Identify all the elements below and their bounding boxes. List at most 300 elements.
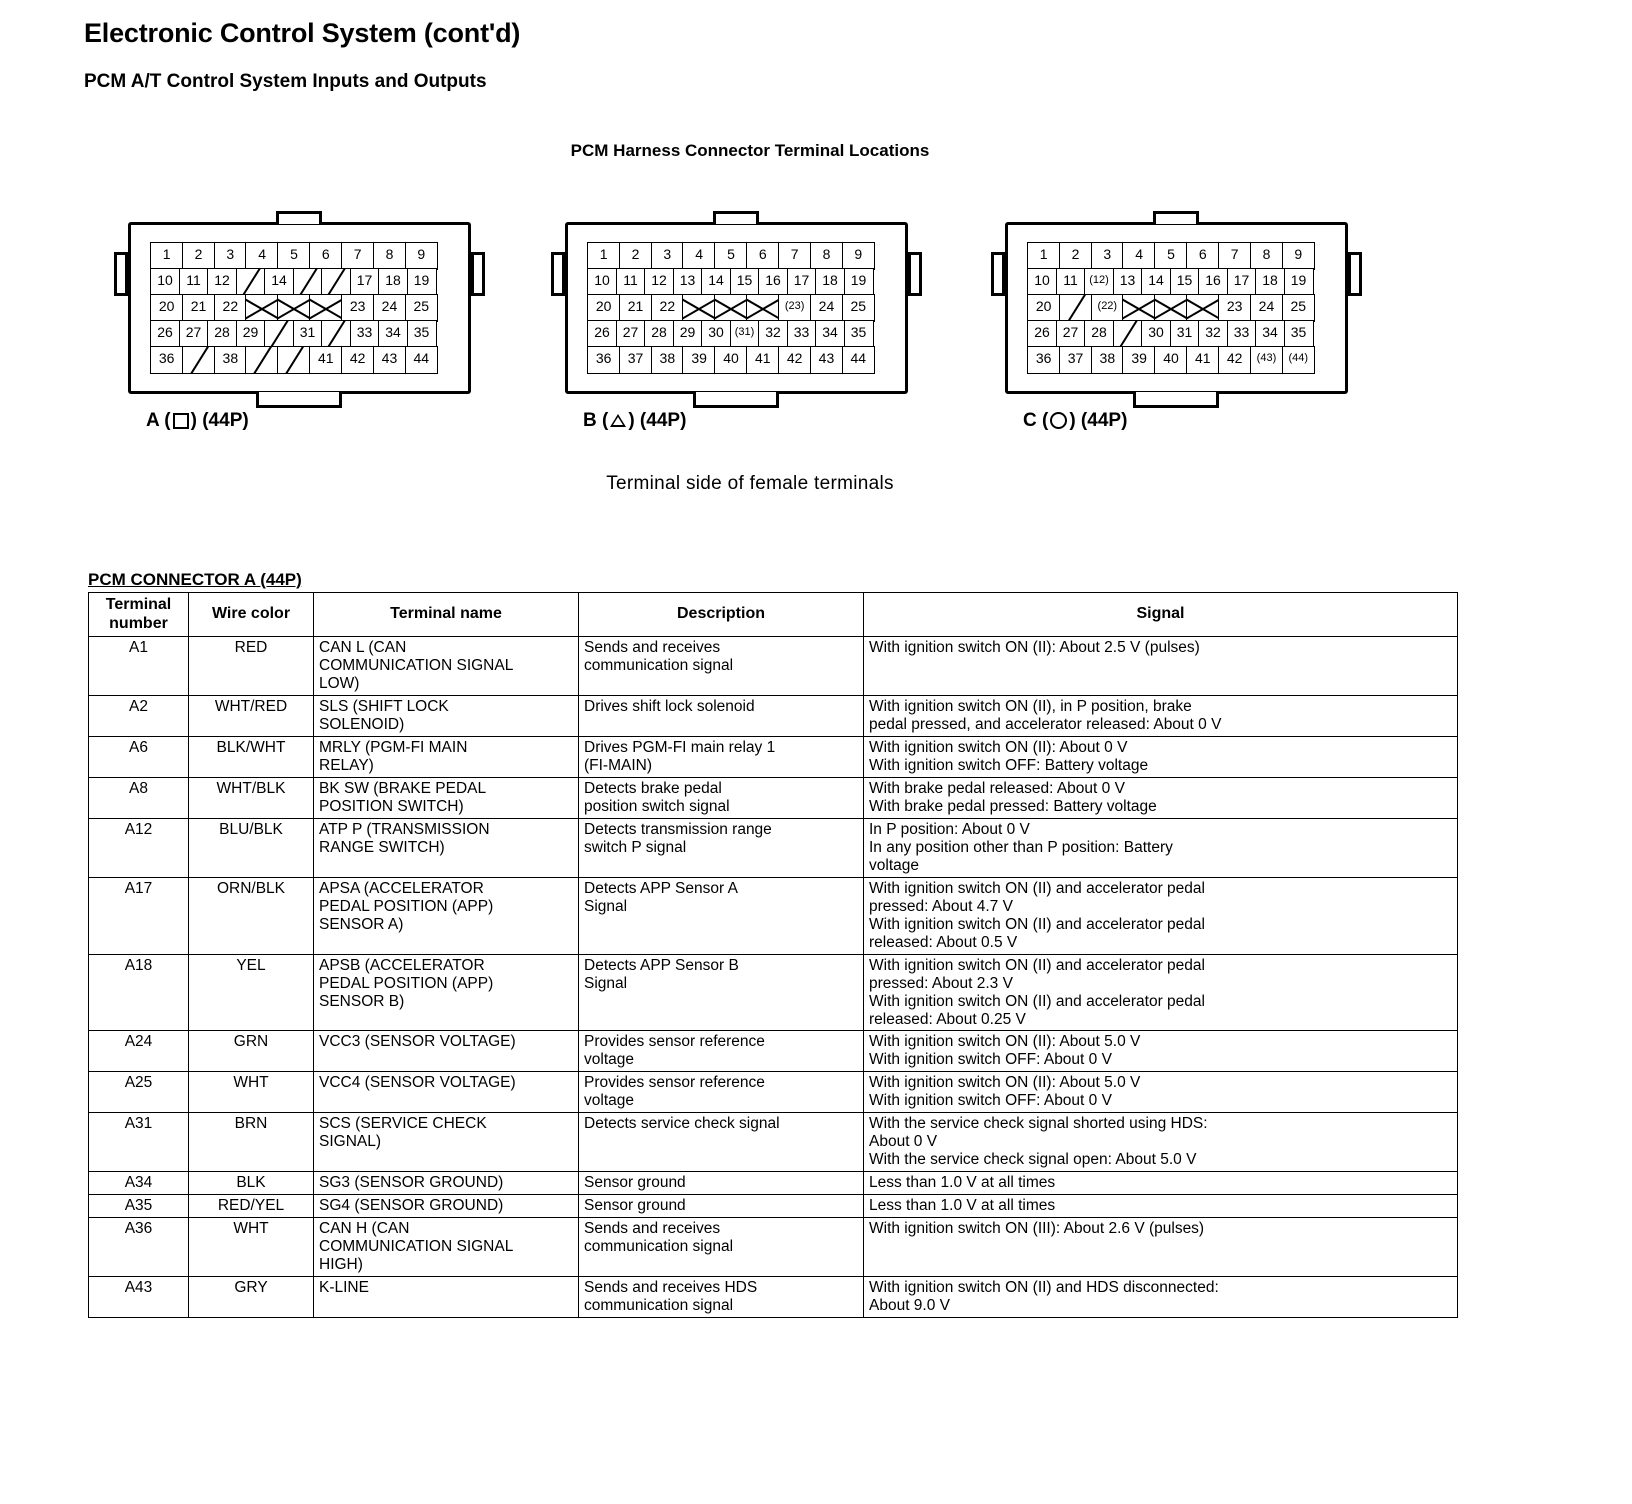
terminal-cell-4: 4 <box>682 242 715 270</box>
terminal-cell-43: 43 <box>810 346 843 374</box>
terminal-cell-33: 33 <box>1227 320 1257 348</box>
terminal-cell-40: 40 <box>1154 346 1187 374</box>
description-cell <box>579 1172 864 1195</box>
signal-cell <box>864 1072 1458 1113</box>
terminal-cell-7: 7 <box>1218 242 1251 270</box>
wire-color-cell: BLK <box>189 1172 314 1195</box>
terminal-cell-34: 34 <box>815 320 845 348</box>
terminal-cell-24: 24 <box>1250 294 1283 322</box>
terminal-cell-3: 3 <box>1091 242 1124 270</box>
terminal-cell-26: 26 <box>150 320 180 348</box>
terminal-cell-13: 13 <box>673 268 703 296</box>
terminal-cell-9: 9 <box>1282 242 1315 270</box>
terminal-number-cell: A6 <box>89 736 189 777</box>
cell-text-line: Provides sensor reference <box>584 1074 765 1092</box>
terminal-cell-4: 4 <box>245 242 278 270</box>
terminal-cell-22: 22 <box>214 294 247 322</box>
terminal-cell-29: 29 <box>236 320 266 348</box>
cell-text-line: With ignition switch ON (II), in P position, brake <box>869 698 1192 715</box>
connector-label-b <box>583 410 686 432</box>
terminal-cell-7: 7 <box>341 242 374 270</box>
cell-text-line: Less than 1.0 V at all times <box>869 1174 1056 1192</box>
table-column-header-1 <box>89 593 189 637</box>
connector-latch <box>471 252 485 296</box>
connector-label-prefix: C ( <box>1023 410 1049 431</box>
cell-text-line: With ignition switch ON (II) and accelerator pedal <box>869 956 1205 974</box>
connector-label-prefix: B ( <box>583 410 609 431</box>
terminal-cell-17: 17 <box>1227 268 1257 296</box>
description-cell <box>579 1195 864 1218</box>
connector-bottom-tab <box>693 392 779 408</box>
cell-text-line: With ignition switch OFF: About 0 V <box>869 1092 1112 1110</box>
terminal-cell-44: (44) <box>1282 346 1315 374</box>
signal-cell <box>864 777 1458 818</box>
signal-cell <box>864 1172 1458 1195</box>
cell-text-line: SOLENOID) <box>319 715 405 733</box>
signal-cell <box>864 954 1458 1031</box>
table-title: PCM CONNECTOR A (44P) <box>88 570 302 589</box>
terminal-cell-43: 43 <box>373 346 406 374</box>
wire-color-cell: ORN/BLK <box>189 877 314 954</box>
terminal-cell-8: 8 <box>373 242 406 270</box>
connector-label-prefix: A ( <box>146 410 171 431</box>
terminal-cell-2: 2 <box>182 242 215 270</box>
cell-text-line: With ignition switch ON (II) and HDS disconnected: <box>869 1279 1219 1297</box>
terminal-cell-8: 8 <box>1250 242 1283 270</box>
terminal-cell-22: (22) <box>1091 294 1124 322</box>
cell-text-line: With ignition switch OFF: About 0 V <box>869 1051 1112 1069</box>
wire-color-cell: YEL <box>189 954 314 1031</box>
terminal-number-cell: A18 <box>89 954 189 1031</box>
terminal-cell-31: 31 <box>293 320 323 348</box>
terminal-cell-9: 9 <box>842 242 875 270</box>
cell-text-line: With the service check signal shorted using HDS: <box>869 1115 1208 1133</box>
terminal-name-cell <box>314 1072 579 1113</box>
terminal-row <box>150 268 450 294</box>
cell-text-line: Provides sensor reference <box>584 1033 765 1051</box>
terminal-cell-7: 7 <box>778 242 811 270</box>
table-row <box>89 1218 1458 1277</box>
terminal-cell-35: 35 <box>1284 320 1314 348</box>
cell-text-line: PEDAL POSITION (APP) <box>319 897 494 915</box>
cell-text-line: In any position other than P position: Battery <box>869 838 1173 856</box>
triangle-icon <box>610 414 626 427</box>
terminal-cell-blank <box>182 346 215 374</box>
cell-text-line: voltage <box>584 1051 634 1069</box>
cell-text-line: BK SW (BRAKE PEDAL <box>319 779 487 797</box>
cell-text-line: In P position: About 0 V <box>869 820 1030 838</box>
wire-color-cell: GRN <box>189 1031 314 1072</box>
cell-text-line: APSB (ACCELERATOR <box>319 956 485 974</box>
connector-label-suffix: ) (44P) <box>1069 410 1128 431</box>
terminal-row <box>1027 294 1327 320</box>
description-cell <box>579 1031 864 1072</box>
description-cell <box>579 1277 864 1318</box>
terminal-name-cell <box>314 1172 579 1195</box>
terminal-cell-blank <box>277 294 310 322</box>
description-cell <box>579 637 864 696</box>
connector-bottom-tab <box>1133 392 1219 408</box>
terminal-cell-15: 15 <box>730 268 760 296</box>
cell-text-line: With the service check signal open: About 5.0 V <box>869 1151 1197 1169</box>
cell-text-line: With ignition switch ON (II): About 5.0 V <box>869 1074 1141 1092</box>
signal-cell <box>864 1218 1458 1277</box>
cell-text-line: Detects APP Sensor A <box>584 879 738 897</box>
table-row <box>89 818 1458 877</box>
terminal-cell-blank <box>714 294 747 322</box>
cell-text-line: With ignition switch ON (II): About 0 V <box>869 738 1128 756</box>
terminal-name-cell <box>314 1277 579 1318</box>
terminal-number-cell: A1 <box>89 637 189 696</box>
terminal-cell-24: 24 <box>373 294 406 322</box>
terminal-name-cell <box>314 777 579 818</box>
description-cell <box>579 696 864 737</box>
terminal-cell-11: 11 <box>1056 268 1086 296</box>
terminal-cell-35: 35 <box>407 320 437 348</box>
terminal-row <box>1027 242 1327 268</box>
cell-text-line: Detects brake pedal <box>584 779 722 797</box>
terminal-cell-36: 36 <box>150 346 183 374</box>
cell-text-line: PEDAL POSITION (APP) <box>319 974 494 992</box>
terminal-cell-16: 16 <box>758 268 788 296</box>
table-row <box>89 696 1458 737</box>
terminal-cell-blank <box>746 294 779 322</box>
cell-text-line: communication signal <box>584 1297 734 1315</box>
terminal-cell-40: 40 <box>714 346 747 374</box>
terminal-cell-42: 42 <box>1218 346 1251 374</box>
terminal-name-cell <box>314 637 579 696</box>
terminal-cell-11: 11 <box>179 268 209 296</box>
terminal-cell-19: 19 <box>844 268 874 296</box>
terminal-cell-37: 37 <box>619 346 652 374</box>
cell-text-line: SENSOR A) <box>319 915 404 933</box>
description-cell <box>579 777 864 818</box>
terminal-cell-10: 10 <box>150 268 180 296</box>
terminal-cell-20: 20 <box>587 294 620 322</box>
terminal-cell-3: 3 <box>214 242 247 270</box>
cell-text-line: switch P signal <box>584 838 687 856</box>
terminal-cell-28: 28 <box>1084 320 1114 348</box>
terminal-number-cell: A12 <box>89 818 189 877</box>
cell-text-line: About 9.0 V <box>869 1297 951 1315</box>
terminal-name-cell <box>314 1195 579 1218</box>
terminal-cell-blank <box>245 346 278 374</box>
terminal-cell-blank <box>236 268 266 296</box>
cell-text-line: voltage <box>869 856 919 874</box>
cell-text-line: voltage <box>584 1092 634 1110</box>
connector-top-tab <box>276 211 322 224</box>
signal-cell <box>864 877 1458 954</box>
cell-text-line: With brake pedal pressed: Battery voltage <box>869 797 1157 815</box>
terminal-cell-28: 28 <box>644 320 674 348</box>
terminal-cell-blank <box>321 268 351 296</box>
terminal-grid <box>150 242 450 374</box>
terminal-row <box>587 268 887 294</box>
cell-text-line: Drives shift lock solenoid <box>584 698 755 715</box>
cell-text-line: released: About 0.5 V <box>869 933 1018 951</box>
wire-color-cell: WHT <box>189 1072 314 1113</box>
cell-text-line: pedal pressed, and accelerator released: About 0 V <box>869 715 1222 733</box>
terminal-cell-34: 34 <box>1255 320 1285 348</box>
terminal-cell-6: 6 <box>746 242 779 270</box>
connector-top-tab <box>1153 211 1199 224</box>
terminal-cell-18: 18 <box>378 268 408 296</box>
terminal-row <box>587 320 887 346</box>
cell-text-line: RELAY) <box>319 756 374 774</box>
terminal-cell-41: 41 <box>309 346 342 374</box>
table-row <box>89 1031 1458 1072</box>
cell-text-line: About 0 V <box>869 1133 938 1151</box>
terminal-cell-34: 34 <box>378 320 408 348</box>
terminal-cell-3: 3 <box>651 242 684 270</box>
wire-color-cell: BRN <box>189 1113 314 1172</box>
header-text-line: Signal <box>1136 605 1185 623</box>
header-text-line: Terminal name <box>390 605 502 623</box>
cell-text-line: Signal <box>584 897 628 915</box>
cell-text-line: ATP P (TRANSMISSION <box>319 820 490 838</box>
cell-text-line: Drives PGM-FI main relay 1 <box>584 738 776 756</box>
cell-text-line: SIGNAL) <box>319 1133 382 1151</box>
connector-label-c <box>1023 410 1127 432</box>
pcm-connector-a-table <box>88 592 1458 1318</box>
terminal-cell-1: 1 <box>1027 242 1060 270</box>
connector-latch <box>1348 252 1362 296</box>
terminal-number-cell: A35 <box>89 1195 189 1218</box>
terminal-cell-36: 36 <box>587 346 620 374</box>
description-cell <box>579 877 864 954</box>
terminal-name-cell <box>314 1031 579 1072</box>
square-icon <box>173 413 189 429</box>
terminal-row <box>587 294 887 320</box>
cell-text-line: VCC4 (SENSOR VOLTAGE) <box>319 1074 516 1092</box>
cell-text-line: RANGE SWITCH) <box>319 838 445 856</box>
terminal-cell-26: 26 <box>1027 320 1057 348</box>
cell-text-line: K-LINE <box>319 1279 369 1297</box>
description-cell <box>579 818 864 877</box>
terminal-cell-41: 41 <box>1186 346 1219 374</box>
terminal-cell-blank <box>1059 294 1092 322</box>
terminal-row <box>1027 346 1327 372</box>
terminal-grid <box>587 242 887 374</box>
terminal-cell-19: 19 <box>407 268 437 296</box>
cell-text-line: pressed: About 2.3 V <box>869 974 1013 992</box>
terminal-cell-16: 16 <box>1198 268 1228 296</box>
terminal-cell-5: 5 <box>714 242 747 270</box>
table-header-row <box>89 593 1458 637</box>
table-row <box>89 637 1458 696</box>
terminal-side-note: Terminal side of female terminals <box>606 473 894 494</box>
header-text-line: Description <box>676 605 765 623</box>
terminal-cell-9: 9 <box>405 242 438 270</box>
wire-color-cell: WHT <box>189 1218 314 1277</box>
terminal-cell-27: 27 <box>179 320 209 348</box>
cell-text-line: CAN L (CAN <box>319 639 407 657</box>
table-column-header-2 <box>189 593 314 637</box>
terminal-cell-30: 30 <box>701 320 731 348</box>
terminal-number-cell: A34 <box>89 1172 189 1195</box>
terminal-cell-blank <box>264 320 294 348</box>
terminal-cell-2: 2 <box>619 242 652 270</box>
cell-text-line: Detects service check signal <box>584 1115 780 1133</box>
connector-a <box>128 222 473 431</box>
cell-text-line: SG3 (SENSOR GROUND) <box>319 1174 504 1192</box>
connector-latch <box>991 252 1005 296</box>
terminal-cell-31: 31 <box>1170 320 1200 348</box>
terminal-cell-42: 42 <box>341 346 374 374</box>
terminal-cell-43: (43) <box>1250 346 1283 374</box>
terminal-cell-blank <box>321 320 351 348</box>
cell-text-line: COMMUNICATION SIGNAL <box>319 1238 514 1256</box>
connector-section-heading: PCM Harness Connector Terminal Locations <box>570 141 930 160</box>
terminal-number-cell: A43 <box>89 1277 189 1318</box>
header-text-line: Wire color <box>211 605 291 623</box>
terminal-cell-blank <box>245 294 278 322</box>
terminal-cell-20: 20 <box>150 294 183 322</box>
cell-text-line: With ignition switch ON (II): About 5.0 V <box>869 1033 1141 1051</box>
description-cell <box>579 736 864 777</box>
page-title: Electronic Control System (cont'd) <box>84 18 521 48</box>
table-header <box>89 593 1458 637</box>
terminal-cell-28: 28 <box>207 320 237 348</box>
terminal-grid <box>1027 242 1327 374</box>
terminal-cell-5: 5 <box>1154 242 1187 270</box>
terminal-cell-blank <box>1154 294 1187 322</box>
terminal-cell-1: 1 <box>587 242 620 270</box>
wire-color-cell: RED/YEL <box>189 1195 314 1218</box>
cell-text-line: (FI-MAIN) <box>584 756 653 774</box>
terminal-cell-41: 41 <box>746 346 779 374</box>
terminal-cell-23: (23) <box>778 294 811 322</box>
circle-icon <box>1050 412 1067 429</box>
terminal-cell-10: 10 <box>1027 268 1057 296</box>
terminal-cell-38: 38 <box>214 346 247 374</box>
signal-cell <box>864 1031 1458 1072</box>
terminal-cell-26: 26 <box>587 320 617 348</box>
cell-text-line: pressed: About 4.7 V <box>869 897 1013 915</box>
terminal-cell-39: 39 <box>682 346 715 374</box>
terminal-cell-42: 42 <box>778 346 811 374</box>
terminal-cell-17: 17 <box>350 268 380 296</box>
terminal-cell-21: 21 <box>619 294 652 322</box>
cell-text-line: Sends and receives HDS <box>584 1279 758 1297</box>
terminal-row <box>150 242 450 268</box>
description-cell <box>579 954 864 1031</box>
terminal-cell-38: 38 <box>1091 346 1124 374</box>
cell-text-line: Sends and receives <box>584 1220 721 1238</box>
table-column-header-4 <box>579 593 864 637</box>
terminal-cell-blank <box>293 268 323 296</box>
terminal-cell-blank <box>309 294 342 322</box>
cell-text-line: With brake pedal released: About 0 V <box>869 779 1125 797</box>
terminal-row <box>587 346 887 372</box>
connector-label-suffix: ) (44P) <box>190 410 249 431</box>
terminal-cell-blank <box>1186 294 1219 322</box>
terminal-cell-21: 21 <box>182 294 215 322</box>
cell-text-line: Less than 1.0 V at all times <box>869 1197 1056 1215</box>
connector-bottom-tab <box>256 392 342 408</box>
terminal-number-cell: A24 <box>89 1031 189 1072</box>
terminal-cell-23: 23 <box>1218 294 1251 322</box>
terminal-cell-23: 23 <box>341 294 374 322</box>
terminal-cell-27: 27 <box>616 320 646 348</box>
cell-text-line: Sensor ground <box>584 1174 686 1192</box>
signal-cell <box>864 818 1458 877</box>
terminal-cell-14: 14 <box>701 268 731 296</box>
terminal-cell-35: 35 <box>844 320 874 348</box>
cell-text-line: Sensor ground <box>584 1197 686 1215</box>
table-row <box>89 777 1458 818</box>
terminal-cell-1: 1 <box>150 242 183 270</box>
terminal-cell-22: 22 <box>651 294 684 322</box>
terminal-cell-4: 4 <box>1122 242 1155 270</box>
cell-text-line: MRLY (PGM-FI MAIN <box>319 738 468 756</box>
cell-text-line: With ignition switch ON (II) and accelerator pedal <box>869 915 1205 933</box>
cell-text-line: SLS (SHIFT LOCK <box>319 698 449 715</box>
cell-text-line: POSITION SWITCH) <box>319 797 464 815</box>
page-subtitle: PCM A/T Control System Inputs and Outputs <box>84 71 487 92</box>
terminal-cell-25: 25 <box>405 294 438 322</box>
table-row <box>89 877 1458 954</box>
cell-text-line: COMMUNICATION SIGNAL <box>319 657 514 675</box>
cell-text-line: Detects APP Sensor B <box>584 956 739 974</box>
cell-text-line: communication signal <box>584 657 734 675</box>
terminal-cell-29: 29 <box>673 320 703 348</box>
description-cell <box>579 1113 864 1172</box>
connector-c <box>1005 222 1350 431</box>
table-row <box>89 1113 1458 1172</box>
terminal-cell-31: (31) <box>730 320 760 348</box>
terminal-cell-44: 44 <box>842 346 875 374</box>
cell-text-line: Sends and receives <box>584 639 721 657</box>
terminal-cell-10: 10 <box>587 268 617 296</box>
terminal-cell-12: 12 <box>644 268 674 296</box>
signal-cell <box>864 1195 1458 1218</box>
connector-latch <box>551 252 565 296</box>
cell-text-line: LOW) <box>319 675 360 693</box>
header-text-line: number <box>109 614 168 632</box>
terminal-cell-32: 32 <box>758 320 788 348</box>
signal-cell <box>864 736 1458 777</box>
cell-text-line: communication signal <box>584 1238 734 1256</box>
terminal-name-cell <box>314 1218 579 1277</box>
signal-cell <box>864 1277 1458 1318</box>
signal-cell <box>864 1113 1458 1172</box>
terminal-cell-38: 38 <box>651 346 684 374</box>
cell-text-line: HIGH) <box>319 1256 363 1274</box>
terminal-cell-25: 25 <box>1282 294 1315 322</box>
connector-label-suffix: ) (44P) <box>628 410 687 431</box>
wire-color-cell: WHT/BLK <box>189 777 314 818</box>
table-row <box>89 1195 1458 1218</box>
cell-text-line: SENSOR B) <box>319 992 405 1010</box>
terminal-row <box>150 346 450 372</box>
cell-text-line: released: About 0.25 V <box>869 1010 1026 1028</box>
terminal-number-cell: A31 <box>89 1113 189 1172</box>
terminal-cell-25: 25 <box>842 294 875 322</box>
terminal-row <box>1027 320 1327 346</box>
cell-text-line: Detects transmission range <box>584 820 772 838</box>
terminal-cell-14: 14 <box>1141 268 1171 296</box>
terminal-cell-44: 44 <box>405 346 438 374</box>
terminal-cell-37: 37 <box>1059 346 1092 374</box>
terminal-number-cell: A17 <box>89 877 189 954</box>
terminal-cell-18: 18 <box>815 268 845 296</box>
connector-b <box>565 222 910 431</box>
terminal-cell-24: 24 <box>810 294 843 322</box>
terminal-cell-13: 13 <box>1113 268 1143 296</box>
terminal-row <box>1027 268 1327 294</box>
cell-text-line: APSA (ACCELERATOR <box>319 879 484 897</box>
